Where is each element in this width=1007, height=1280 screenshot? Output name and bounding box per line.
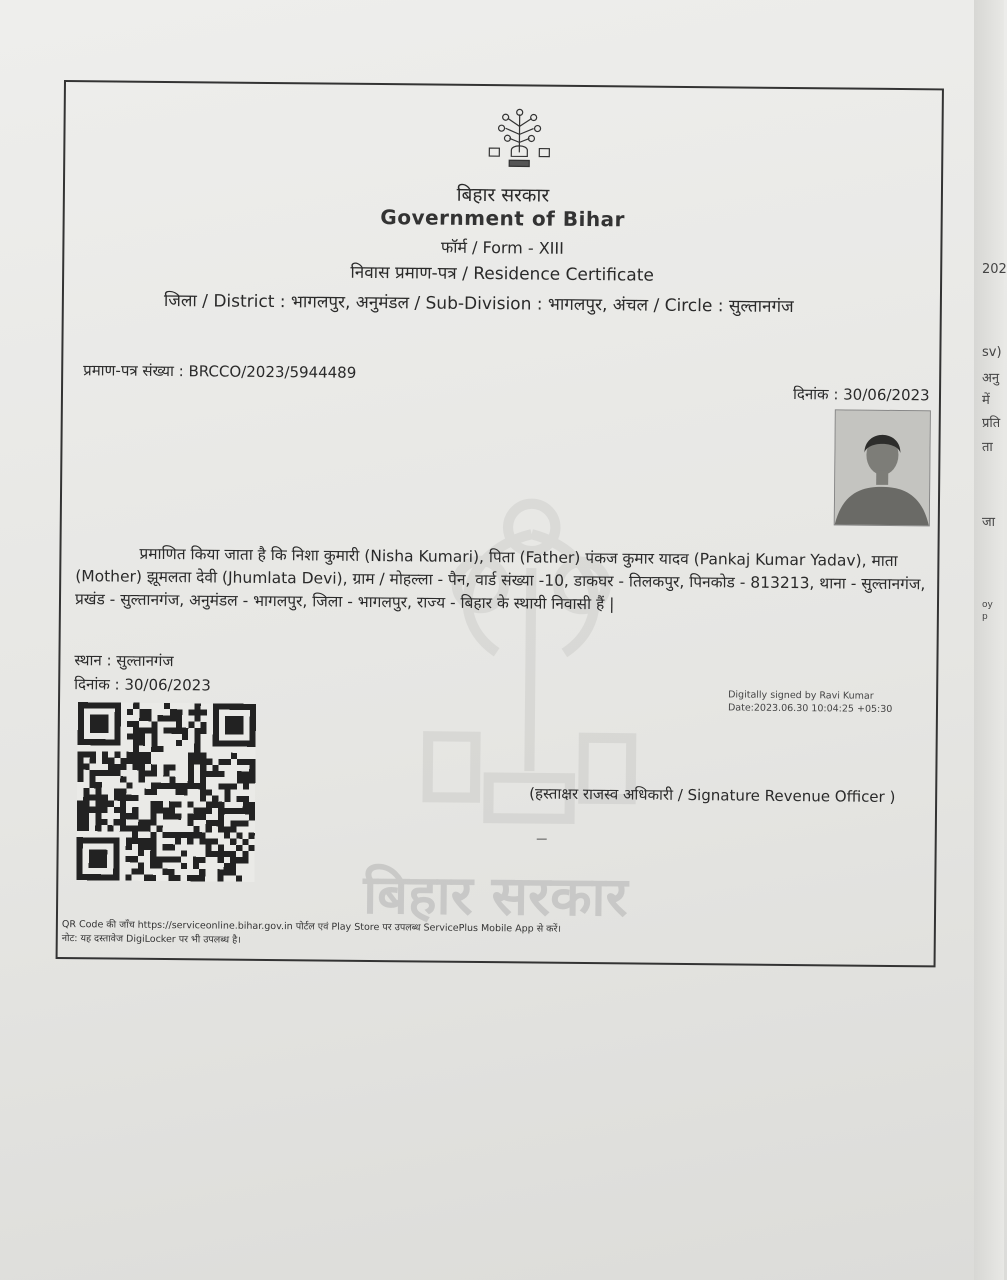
watermark-text: बिहार सरकार xyxy=(362,862,628,929)
certificate-frame xyxy=(56,80,944,967)
pen-mark xyxy=(537,839,547,840)
certificate-body-text: प्रमाणित किया जाता है कि निशा कुमारी (Nisha Kumari), पिता (Father) पंकज कुमार यादव (Pankaj Kumar Yadav), माता (Mother) झूमलता देवी (Jhumlata Devi), ग्राम / मोहल्ला - पैन, वार्ड संख्या -10, डाकघर - तिलकपुर, पिनकोड - 813213, थाना - सुल्तानगंज, प्रखंड - सुल्तानगंज, अनुमंडल - भागलपुर, जिला - भागलपुर, राज्य - बिहार के स्थायी निवासी हैं | xyxy=(74,544,926,614)
watermark-emblem xyxy=(358,465,702,908)
certificate-title: निवास प्रमाण-पत्र / Residence Certificate xyxy=(350,262,654,286)
side-fragment: sv) xyxy=(982,345,1002,360)
hindi-title: बिहार सरकार xyxy=(456,183,550,207)
government-title: Government of Bihar xyxy=(380,205,626,232)
side-fragment: 202 xyxy=(982,262,1007,277)
form-number: फॉर्म / Form - XIII xyxy=(440,237,564,258)
side-fragment: अनु xyxy=(982,371,1000,386)
qr-code[interactable] xyxy=(76,702,256,882)
place: स्थान : सुल्तानगंज xyxy=(74,651,174,671)
adjacent-sheet xyxy=(974,0,1004,1280)
applicant-photo xyxy=(834,409,931,526)
digital-signature-signer: Digitally signed by Ravi Kumar xyxy=(728,689,874,702)
digital-signature-date: Date:2023.06.30 10:04:25 +05:30 xyxy=(727,702,893,715)
bihar-emblem-logo xyxy=(483,104,556,177)
side-fragment: जा xyxy=(982,515,996,530)
footer-qr-note: QR Code की जाँच https://serviceonline.bihar.gov.in पोर्टल एवं Play Store पर उपलब्ध ServicePlus Mobile App से करें। xyxy=(61,919,562,935)
side-fragment: ता xyxy=(982,440,993,455)
side-fragment: प्रति xyxy=(982,416,1001,431)
issue-date-top: दिनांक : 30/06/2023 xyxy=(792,385,930,405)
certificate-body xyxy=(75,542,936,619)
side-fragment: p xyxy=(982,612,988,622)
footer-note xyxy=(62,918,561,951)
digital-signature xyxy=(728,688,893,716)
issue-date-bottom: दिनांक : 30/06/2023 xyxy=(74,675,211,695)
footer-digilocker-note: नोट: यह दस्तावेज DigiLocker पर भी उपलब्ध है। xyxy=(61,933,241,946)
certificate-number: प्रमाण-पत्र संख्या : BRCCO/2023/5944489 xyxy=(83,361,357,382)
district-line: जिला / District : भागलपुर, अनुमंडल / Sub-Division : भागलपुर, अंचल / Circle : सुल्तानगंज xyxy=(163,290,794,318)
signature-label: (हस्ताक्षर राजस्व अधिकारी / Signature Revenue Officer ) xyxy=(529,784,896,807)
side-fragment: oy xyxy=(982,600,993,610)
side-fragment: में xyxy=(982,393,990,408)
